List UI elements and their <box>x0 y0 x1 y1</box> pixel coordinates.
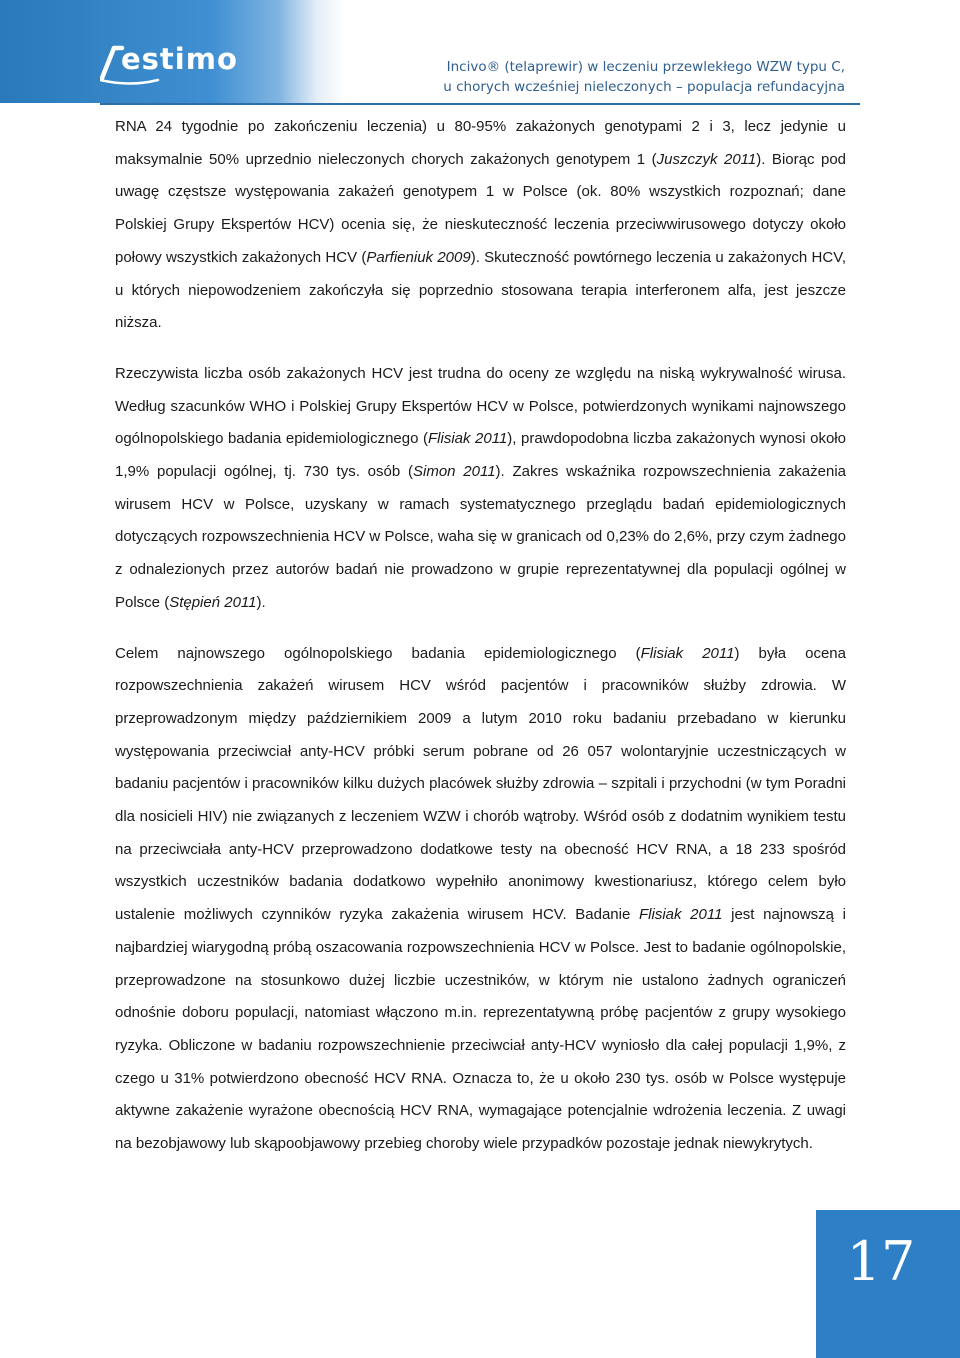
citation: Flisiak 2011 <box>428 430 508 448</box>
text-segment: jest najnowszą i najbardziej wiarygodną próbą oszacowania rozpowszechnienia HCV w Polsce. Jest to badanie ogólnopolskie, przeprowadzone na stosunkowo dużej liczbie uczestników, w którym nie ustalono żadnych ograniczeń odnośnie doboru populacji, natomiast włączono m.in. reprezentatywną próbę pacjentów z grupy wysokiego ryzyka. Obliczone w badaniu rozpowszechnienie przeciwciał anty-HCV wyniosło dla całej populacji 1,9%, z czego u 31% potwierdzono obecność HCV RNA. Oznacza to, że u około 230 tys. osób w Polsce występuje aktywne zakażenie wyrażone obecnością HCV RNA, wymagające potencjalnie wdrożenia leczenia. Z uwagi na bezobjawowy lub skąpoobjawowy przebieg choroby wiele przypadków pozostaje jednak niewykrytych. <box>115 906 846 1153</box>
citation: Flisiak 2011 <box>639 906 723 924</box>
document-title <box>443 57 845 97</box>
paragraph <box>115 111 846 340</box>
text-segment: Rzeczywista liczba osób zakażonych HCV jest trudna do oceny ze względu na niską wykrywalność wirusa. Według szacunków WHO i Polskiej Grupy Ekspertów HCV w Polsce, potwierdzonych wynikami najnowszego ogólnopolskiego badania epidemiologicznego ( <box>115 364 846 448</box>
text-segment: RNA 24 tygodnie po zakończeniu leczenia) u 80-95% zakażonych genotypami 2 i 3, lecz jedynie u maksymalnie 50% uprzednio nieleczonych chorych zakażonych genotypem 1 ( <box>115 118 846 168</box>
text-segment: ). Biorąc pod uwagę częstsze występowania zakażeń genotypem 1 w Polsce (ok. 80% wszystkich rozpoznań; dane Polskiej Grupy Ekspertów HCV) ocenia się, że nieskuteczność leczenia przeciwwirusowego dotyczy około połowy wszystkich zakażonych HCV ( <box>115 150 847 266</box>
text-segment: ). Skuteczność powtórnego leczenia u zakażonych HCV, u których niepowodzeniem zakończyła się poprzednio stosowana terapia interferonem alfa, jest jeszcze niższa. <box>115 248 846 332</box>
text-segment: ). <box>256 593 266 611</box>
citation: Parfieniuk 2009 <box>366 248 471 266</box>
document-title-line-1: Incivo® (telaprewir) w leczeniu przewlekłego WZW typu C, <box>446 59 845 75</box>
text-segment: ). Zakres wskaźnika rozpowszechnienia zakażenia wirusem HCV w Polsce, uzyskany w ramach systematycznego przeglądu badań epidemiologicznych dotyczących rozpowszechnienia HCV w Polsce, waha się w granicach od 0,23% do 2,6%, przy czym żadnego z odnalezionych przez autorów badań nie prowadzono w grupie reprezentatywnej dla populacji ogólnej w Polsce ( <box>115 463 846 611</box>
page-number-badge <box>816 1210 960 1358</box>
paragraph <box>115 358 846 620</box>
citation: Flisiak 2011 <box>640 644 735 662</box>
text-segment: Celem najnowszego ogólnopolskiego badania epidemiologicznego ( <box>115 644 641 662</box>
document-title-line-2: u chorych wcześniej nieleczonych – populacja refundacyjna <box>443 79 845 95</box>
page-number: 17 <box>846 1230 916 1293</box>
citation: Simon 2011 <box>412 463 496 481</box>
citation: Stępień 2011 <box>169 593 257 611</box>
logo-text: estimo <box>121 42 238 76</box>
citation: Juszczyk 2011 <box>656 150 757 168</box>
body-text <box>115 111 846 1161</box>
text-segment: ) była ocena rozpowszechnienia zakażeń wirusem HCV wśród pacjentów i pracowników służby zdrowia. W przeprowadzonym między październikiem 2009 a lutym 2010 roku badaniu przebadano w kierunku występowania przeciwciał anty-HCV próbki serum pobrane od 26 057 wolontaryjnie uczestniczących w badaniu pacjentów i pracowników kilku dużych placówek służby zdrowia – szpitali i przychodni (w tym Poradni dla nosicieli HIV) nie związanych z leczeniem WZW i chorób wątroby. Wśród osób z dodatnim wynikiem testu na przeciwciała anty-HCV przeprowadzono dodatkowe testy na obecność HCV RNA, a 18 233 spośród wszystkich uczestników badania dodatkowo wypełniło anonimowy kwestionariusz, którego celem było ustalenie możliwych czynników ryzyka zakażenia wirusem HCV. Badanie <box>115 644 846 924</box>
estimo-logo <box>100 40 250 86</box>
paragraph <box>115 638 846 1161</box>
header-divider <box>100 103 860 105</box>
text-segment: ), prawdopodobna liczba zakażonych wynosi około 1,9% populacji ogólnej, tj. 730 tys. osób ( <box>115 430 846 481</box>
